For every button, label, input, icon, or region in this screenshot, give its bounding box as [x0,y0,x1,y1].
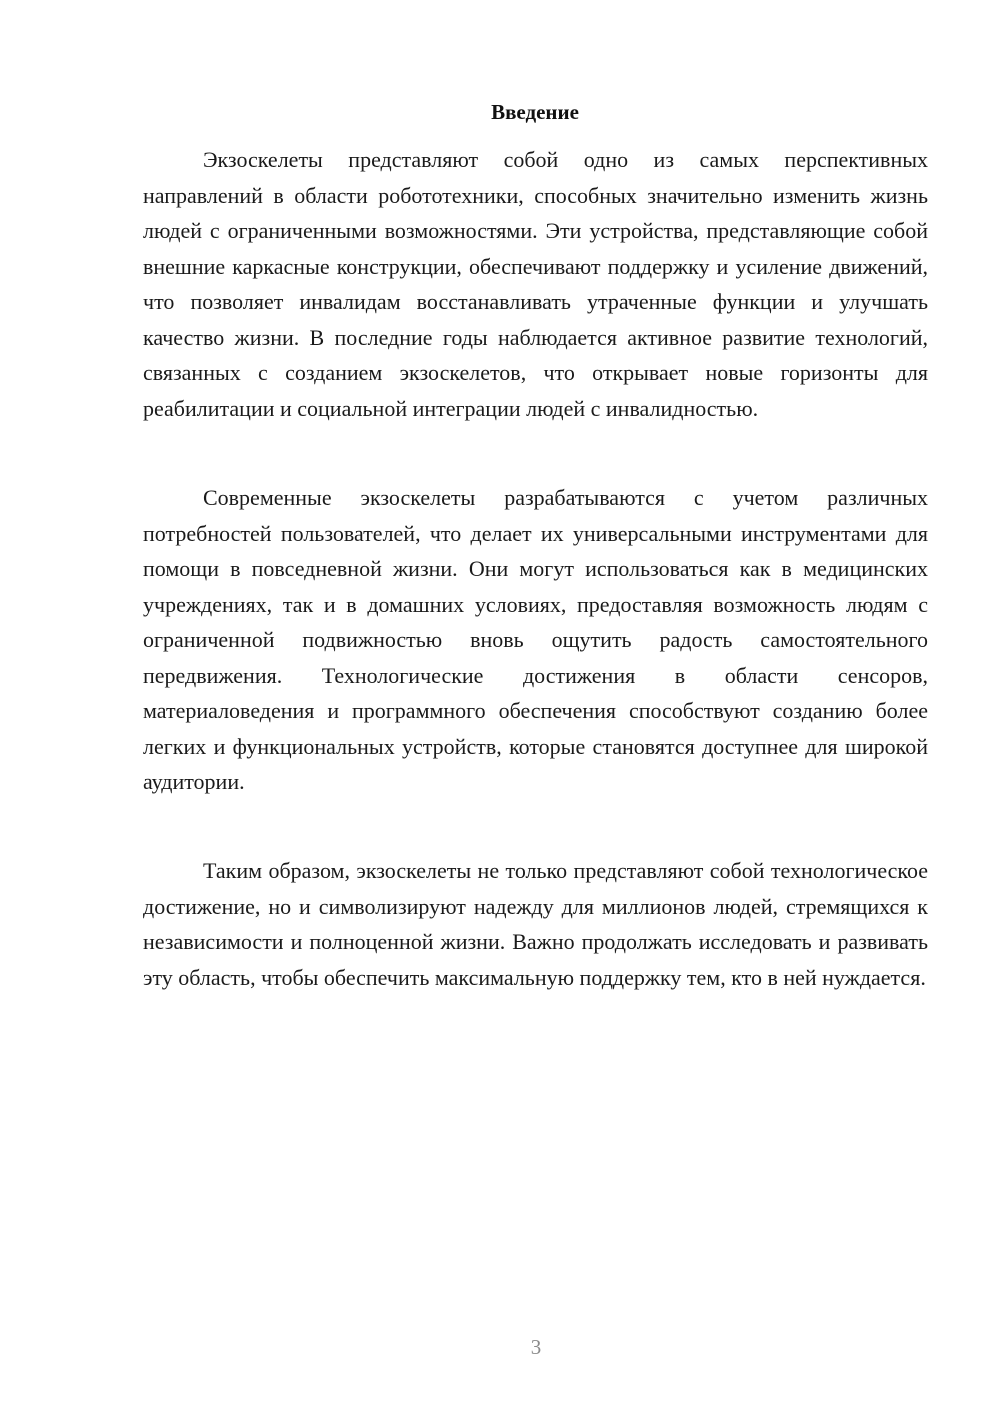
page-number: 3 [530,1335,542,1359]
section-heading: Введение [491,100,579,124]
paragraph-3: Таким образом, экзоскелеты не только представляют собой технологическое достижение, но и символизируют надежду для миллионов людей, стремящихся к независимости и полноценной жизни. Важно продолжать исследовать и развивать эту область, чтобы обеспечить максимальную поддержку тем, кто в ней нуждается. [143,858,928,990]
paragraph-1: Экзоскелеты представляют собой одно из самых перспективных направлений в области робототехники, способных значительно изменить жизнь людей с ограниченными возможностями. Эти устройства, представляющие собой внешние каркасные конструкции, обеспечивают поддержку и усиление движений, что позволяет инвалидам восстанавливать утраченные функции и улучшать качество жизни. В последние годы наблюдается активное развитие технологий, связанных с созданием экзоскелетов, что открывает новые горизонты для реабилитации и социальной интеграции людей с инвалидностью. [143,147,928,421]
paragraph-2: Современные экзоскелеты разрабатываются с учетом различных потребностей пользователей, что делает их универсальными инструментами для помощи в повседневной жизни. Они могут использоваться как в медицинских учреждениях, так и в домашних условиях, предоставляя возможность людям с ограниченной подвижностью вновь ощутить радость самостоятельного передвижения. Технологические достижения в области сенсоров, материаловедения и программного обеспечения способствуют созданию более легких и функциональных устройств, которые становятся доступнее для широкой аудитории. [143,485,928,794]
